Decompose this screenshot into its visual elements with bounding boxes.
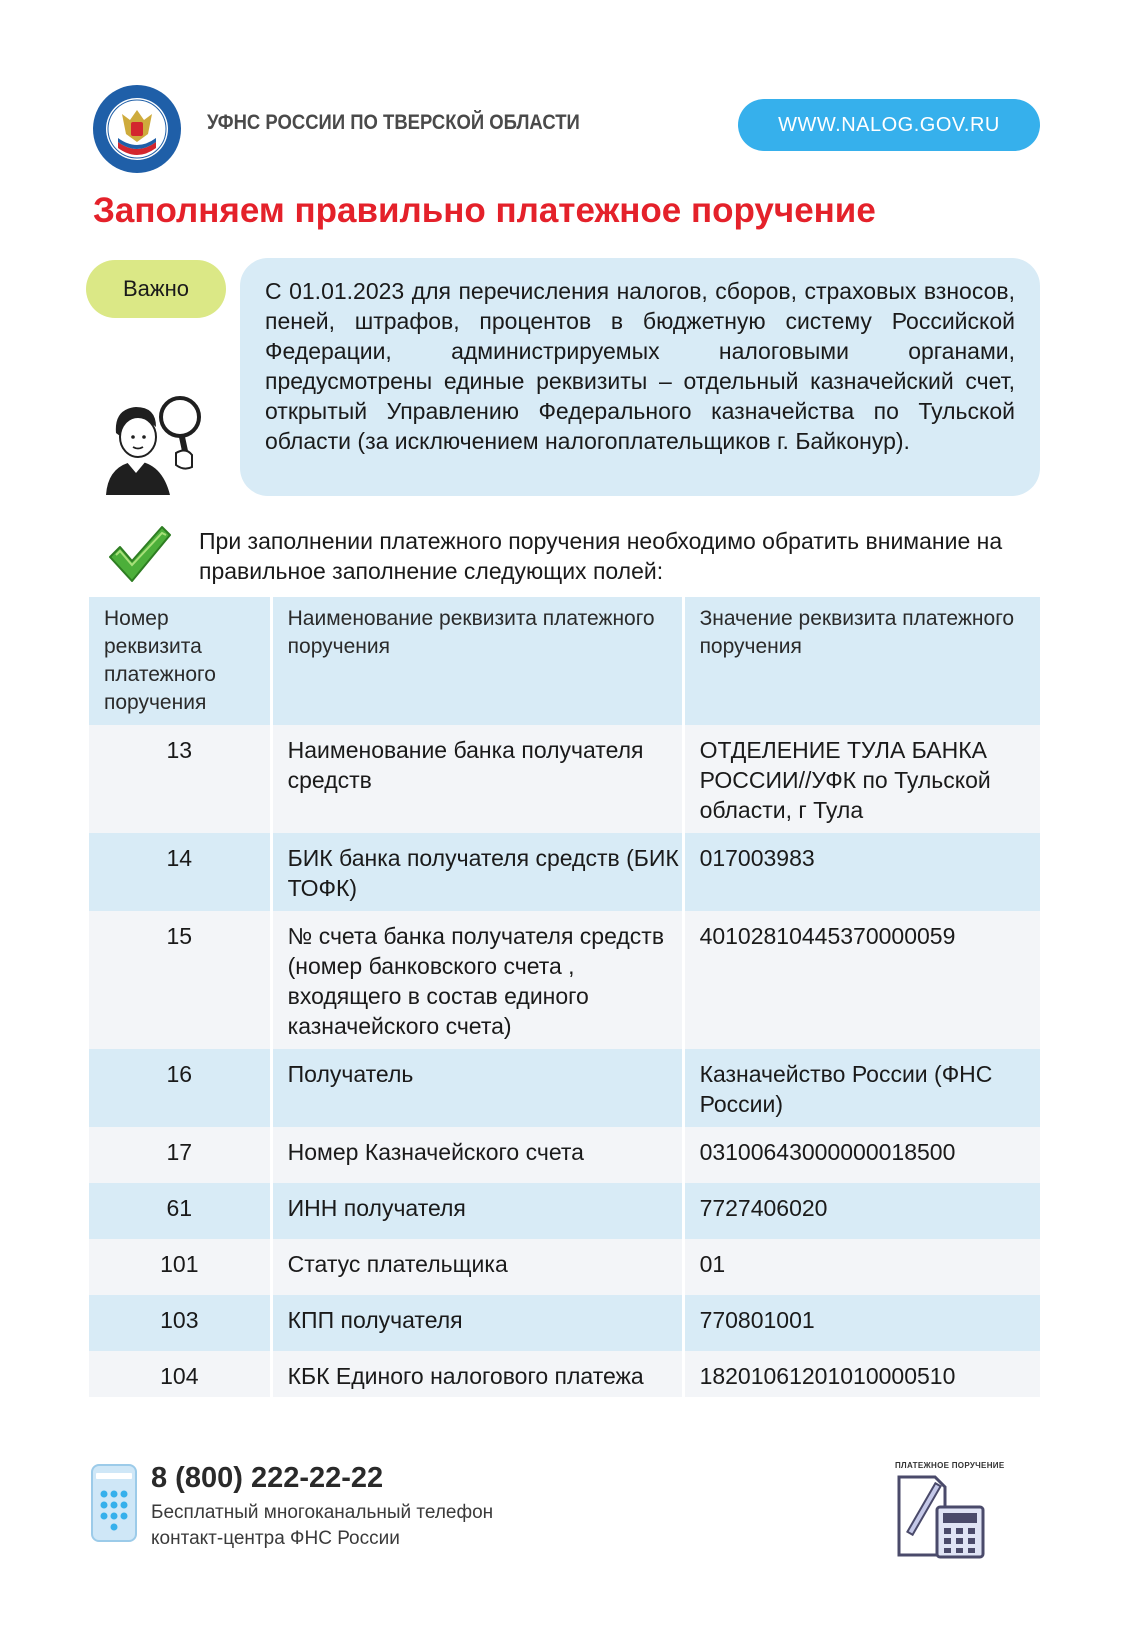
row-number: 17 <box>89 1127 271 1183</box>
row-number: 61 <box>89 1183 271 1239</box>
header-value: Значение реквизита платежного поручения <box>683 597 1040 725</box>
org-name: УФНС РОССИИ ПО ТВЕРСКОЙ ОБЛАСТИ <box>207 111 580 134</box>
row-value: 01 <box>683 1239 1040 1295</box>
row-number: 15 <box>89 911 271 1049</box>
page-title: Заполняем правильно платежное поручение <box>93 191 876 230</box>
hotline-description-line: Бесплатный многоканальный телефон <box>151 1502 494 1523</box>
row-value: 770801001 <box>683 1295 1040 1351</box>
website-link-button[interactable]: WWW.NALOG.GOV.RU <box>738 99 1040 151</box>
table-row <box>89 911 1040 1049</box>
row-name: КБК Единого налогового платежа <box>271 1351 683 1397</box>
table-row <box>89 725 1040 833</box>
row-value: 40102810445370000059 <box>683 911 1040 1049</box>
payment-order-caption: ПЛАТЕЖНОЕ ПОРУЧЕНИЕ <box>895 1461 1005 1470</box>
intro-text: При заполнении платежного поручения необходимо обратить внимание на правильное заполнение следующих полей: <box>199 528 1003 584</box>
row-number: 103 <box>89 1295 271 1351</box>
table-row <box>89 1127 1040 1183</box>
fns-emblem-icon <box>92 84 182 174</box>
checkmark-icon <box>108 523 172 585</box>
table-row <box>89 1049 1040 1127</box>
table-header-row <box>89 597 1040 725</box>
row-name: БИК банка получателя средств (БИК ТОФК) <box>271 833 683 911</box>
row-name: Номер Казначейского счета <box>271 1127 683 1183</box>
row-name: ИНН получателя <box>271 1183 683 1239</box>
row-value: 017003983 <box>683 833 1040 911</box>
row-number: 14 <box>89 833 271 911</box>
row-name: Наименование банка получателя средств <box>271 725 683 833</box>
header-name: Наименование реквизита платежного поручения <box>271 597 683 725</box>
hotline-description <box>151 1500 493 1552</box>
row-value: 7727406020 <box>683 1183 1040 1239</box>
row-name: № счета банка получателя средств (номер банковского счета , входящего в состав единого казначейского счета) <box>271 911 683 1049</box>
row-name: Получатель <box>271 1049 683 1127</box>
table-row <box>89 833 1040 911</box>
row-value: Казначейство России (ФНС России) <box>683 1049 1040 1127</box>
row-value: 03100643000000018500 <box>683 1127 1040 1183</box>
requisites-table <box>89 597 1040 1397</box>
important-badge: Важно <box>86 260 226 318</box>
table-row <box>89 1351 1040 1397</box>
row-value: 18201061201010000510 <box>683 1351 1040 1397</box>
header-number: Номер реквизита платежного поручения <box>89 597 271 725</box>
hotline-description-line: контакт-центра ФНС России <box>151 1528 400 1549</box>
row-number: 13 <box>89 725 271 833</box>
important-note-text: С 01.01.2023 для перечисления налогов, сборов, страховых взносов, пеней, штрафов, процентов в бюджетную систему Российской Федерации, администрируемых налоговыми органами, предусмотрены единые реквизиты – отдельный казначейский счет, открытый Управлению Федерального казначейства по Тульской области (за исключением налогоплательщиков г. Байконур). <box>265 278 1015 454</box>
row-number: 16 <box>89 1049 271 1127</box>
row-name: КПП получателя <box>271 1295 683 1351</box>
table-row <box>89 1183 1040 1239</box>
row-number: 101 <box>89 1239 271 1295</box>
table-row <box>89 1239 1040 1295</box>
person-magnifier-icon <box>100 395 220 495</box>
table-row <box>89 1295 1040 1351</box>
payment-order-icon <box>895 1475 995 1559</box>
row-value: ОТДЕЛЕНИЕ ТУЛА БАНКА РОССИИ//УФК по Тульской области, г Тула <box>683 725 1040 833</box>
hotline-phone-number[interactable]: 8 (800) 222-22-22 <box>151 1462 384 1494</box>
row-number: 104 <box>89 1351 271 1397</box>
phone-icon <box>91 1464 137 1542</box>
row-name: Статус плательщика <box>271 1239 683 1295</box>
